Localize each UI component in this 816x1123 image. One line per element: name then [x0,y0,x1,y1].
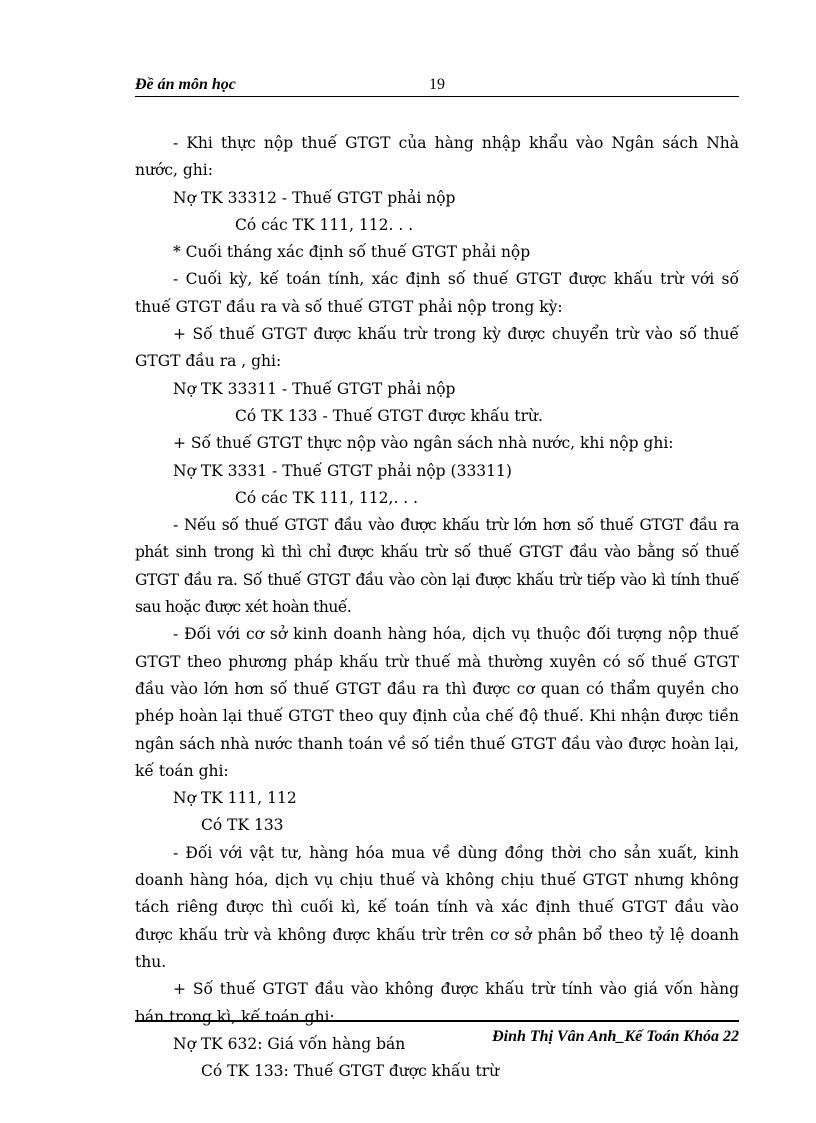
footer-author: Đinh Thị Vân Anh_Kế Toán Khóa 22 [492,1028,739,1045]
header-divider [135,96,739,97]
entry-credit-133: Có TK 133 - Thuế GTGT được khấu trừ. [235,406,543,425]
paragraph-month-end: * Cuối tháng xác định số thuế GTGT phải nộp [173,243,531,262]
header-title: Đề án môn học [135,76,236,93]
entry-credit-133-c: Có TK 133: Thuế GTGT được khấu trừ [201,1062,500,1081]
entry-debit-632: Nợ TK 632: Giá vốn hàng bán [173,1034,406,1053]
paragraph-non-deductible: + Số thuế GTGT đầu vào không được khấu trừ tính vào giá vốn hàng bán trong kì, kế toán ghi: [135,980,739,1026]
document-body [135,130,739,1085]
paragraph-mixed-use: - Đối với vật tư, hàng hóa mua về dùng đồng thời cho sản xuất, kinh doanh hàng hóa, dịch vụ chịu thuế và không chịu thuế GTGT nhưng không tách riêng được thì cuối kì, kế toán tính và xác định thuế GTGT đầu vào được khấu trừ và không được khấu trừ trên cơ sở phân bổ theo tỷ lệ doanh thu. [135,843,739,971]
entry-debit-3331: Nợ TK 3331 - Thuế GTGT phải nộp (33311) [173,461,512,480]
paragraph-period-end: - Cuối kỳ, kế toán tính, xác định số thuế GTGT được khấu trừ với số thuế GTGT đầu ra và số thuế GTGT phải nộp trong kỳ: [135,270,739,316]
entry-debit-111-112: Nợ TK 111, 112 [173,789,297,808]
paragraph-refund: - Đối với cơ sở kinh doanh hàng hóa, dịch vụ thuộc đối tượng nộp thuế GTGT theo phương pháp khấu trừ thuế mà thường xuyên có số thuế GTGT đầu vào lớn hơn số thuế GTGT đầu ra thì được cơ quan có thẩm quyền cho phép hoàn lại thuế GTGT theo quy định của chế độ thuế. Khi nhận được tiền ngân sách nhà nước thanh toán về số tiền thuế GTGT đầu vào được hoàn lại, kế toán ghi: [135,625,739,780]
footer-divider [135,1020,739,1022]
entry-debit-33311: Nợ TK 33311 - Thuế GTGT phải nộp [173,379,456,398]
entry-credit-133-b: Có TK 133 [201,816,284,835]
entry-credit-111-112: Có các TK 111, 112. . . [235,215,414,234]
paragraph-tax-paid: + Số thuế GTGT thực nộp vào ngân sách nhà nước, khi nộp ghi: [173,434,674,453]
page-number: 19 [429,76,445,93]
entry-credit-111-112-b: Có các TK 111, 112,. . . [235,488,419,507]
entry-debit-33312: Nợ TK 33312 - Thuế GTGT phải nộp [173,188,456,207]
paragraph-import-tax: - Khi thực nộp thuế GTGT của hàng nhập khẩu vào Ngân sách Nhà nước, ghi: [135,134,739,180]
paragraph-input-exceeds-output: - Nếu số thuế GTGT đầu vào được khấu trừ lớn hơn số thuế GTGT đầu ra phát sinh trong kì thì chỉ được khấu trừ số thuế GTGT đầu vào bằng số thuế GTGT đầu ra. Số thuế GTGT đầu vào còn lại được khấu trừ tiếp vào kì tính thuế sau hoặc được xét hoàn thuế. [135,516,739,617]
paragraph-deductible-transfer: + Số thuế GTGT được khấu trừ trong kỳ được chuyển trừ vào số thuế GTGT đầu ra , ghi: [135,325,739,371]
